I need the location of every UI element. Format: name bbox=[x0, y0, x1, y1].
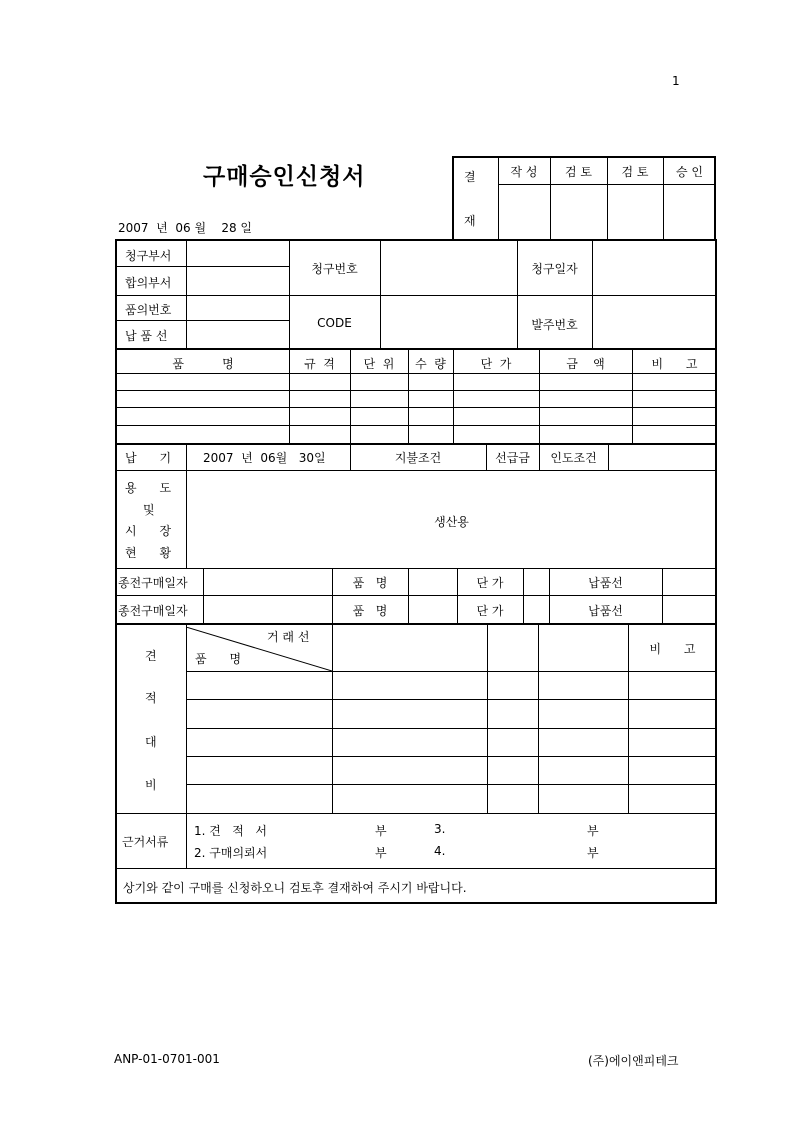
approval-head-review1: 검 토 bbox=[565, 165, 592, 179]
col-unit-price: 단 가 bbox=[480, 357, 512, 371]
label-prev-item-2: 품 명 bbox=[352, 604, 388, 618]
label-prev-supplier-2: 납품선 bbox=[588, 604, 623, 618]
approval-label-2: 재 bbox=[464, 214, 476, 228]
col-qty: 수 량 bbox=[415, 357, 446, 371]
approval-head-review2: 검 토 bbox=[621, 165, 649, 179]
purpose-label-line4: 현 황 bbox=[125, 546, 172, 560]
document-code: ANP-01-0701-001 bbox=[114, 1052, 220, 1066]
evidence-item3: 3. bbox=[434, 822, 446, 836]
quote-label-char1: 견 bbox=[145, 649, 157, 663]
label-request-no: 청구번호 bbox=[311, 262, 358, 276]
label-supplier: 납 품 선 bbox=[125, 329, 168, 343]
col-spec: 규 격 bbox=[304, 357, 335, 371]
label-quote-remarks: 비 고 bbox=[649, 642, 696, 656]
approval-box bbox=[452, 156, 716, 239]
purpose-label-line3: 시 장 bbox=[125, 524, 172, 538]
label-delivery: 납 기 bbox=[125, 451, 172, 465]
page-number: 1 bbox=[672, 74, 680, 88]
col-unit: 단 위 bbox=[363, 357, 395, 371]
label-consult-dept: 합의부서 bbox=[125, 276, 172, 290]
company-name: (주)에이앤피테크 bbox=[588, 1054, 679, 1068]
document-date: 2007 년 06 월 28 일 bbox=[118, 221, 252, 235]
label-prev-item-1: 품 명 bbox=[352, 576, 388, 590]
label-code: CODE bbox=[317, 316, 352, 330]
purpose-label-line1: 용 도 bbox=[125, 481, 172, 495]
label-prev-supplier-1: 납품선 bbox=[588, 576, 623, 590]
evidence-line2: 2. 구매의뢰서 bbox=[194, 846, 268, 860]
request-form bbox=[115, 239, 717, 904]
page-title: 구매승인신청서 bbox=[203, 164, 366, 190]
quote-label-char4: 비 bbox=[145, 778, 157, 792]
label-evidence: 근거서류 bbox=[122, 835, 169, 849]
evidence-bu-1: 부 bbox=[375, 824, 387, 838]
evidence-line1: 1. 견 적 서 bbox=[194, 824, 267, 838]
approval-head-writer: 작 성 bbox=[510, 165, 538, 179]
quote-label-char3: 대 bbox=[145, 735, 157, 749]
evidence-bu-2: 부 bbox=[375, 846, 387, 860]
label-quote-item: 품 명 bbox=[195, 652, 242, 666]
label-prev-price-1: 단 가 bbox=[476, 576, 504, 590]
col-remarks: 비 고 bbox=[651, 357, 698, 371]
label-delivery-terms: 인도조건 bbox=[550, 451, 597, 465]
label-prev-date-2: 종전구매일자 bbox=[118, 604, 188, 618]
evidence-bu-4: 부 bbox=[587, 846, 599, 860]
label-advance: 선급금 bbox=[495, 451, 530, 465]
label-request-date: 청구일자 bbox=[531, 262, 578, 276]
evidence-bu-3: 부 bbox=[587, 824, 599, 838]
col-amount: 금 액 bbox=[566, 357, 605, 371]
label-request-dept: 청구부서 bbox=[125, 249, 172, 263]
label-prev-price-2: 단 가 bbox=[476, 604, 504, 618]
label-proposal-no: 품의번호 bbox=[125, 303, 172, 317]
approval-label-1: 결 bbox=[464, 170, 476, 184]
request-statement: 상기와 같이 구매를 신청하오니 검토후 결재하여 주시기 바랍니다. bbox=[123, 881, 467, 895]
label-order-no: 발주번호 bbox=[531, 318, 578, 332]
delivery-date-value: 2007 년 06월 30일 bbox=[203, 451, 326, 465]
label-vendor: 거 래 선 bbox=[267, 630, 310, 644]
quote-label-char2: 적 bbox=[145, 691, 157, 705]
purpose-label-line2: 및 bbox=[143, 503, 155, 517]
purpose-value: 생산용 bbox=[434, 515, 469, 529]
col-item-name: 품 명 bbox=[172, 357, 234, 371]
evidence-item4: 4. bbox=[434, 844, 446, 858]
approval-head-approve: 승 인 bbox=[676, 165, 703, 179]
label-prev-date-1: 종전구매일자 bbox=[118, 576, 188, 590]
label-payment-terms: 지불조건 bbox=[394, 451, 442, 465]
